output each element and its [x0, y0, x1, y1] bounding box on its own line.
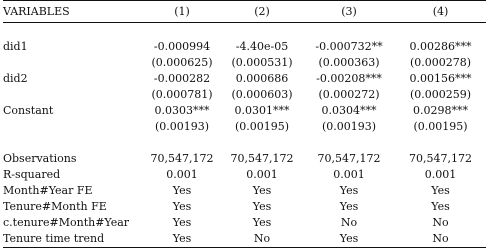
- row-label: Constant: [3, 104, 54, 117]
- stat-cell: Yes: [172, 216, 192, 229]
- column-header-4: (4): [395, 1, 486, 23]
- regression-table: [3, 0, 486, 248]
- stat-cell: Yes: [252, 200, 272, 213]
- stat-cell: 0.001: [333, 168, 365, 181]
- se-cell: (0.000272): [318, 88, 380, 101]
- stat-cell: Yes: [143, 231, 221, 248]
- stat-cell: No: [395, 231, 486, 248]
- spacer-row: [3, 23, 486, 40]
- stat-cell: No: [432, 216, 449, 229]
- row-label: Observations: [3, 152, 77, 165]
- coef-cell: 0.00286***: [409, 40, 472, 53]
- stat-cell: 70,547,172: [409, 152, 472, 165]
- se-cell: (0.000278): [409, 56, 472, 69]
- coef-cell: 0.00156***: [409, 72, 472, 85]
- coef-cell: 0.0303***: [154, 104, 210, 117]
- coef-cell: 0.0304***: [321, 104, 377, 117]
- stat-cell: No: [221, 231, 303, 248]
- stat-cell: 70,547,172: [317, 152, 381, 165]
- stat-cell: Yes: [431, 200, 450, 213]
- stat-row-tenure-time-trend: [3, 231, 486, 248]
- coef-cell: -0.000282: [153, 72, 211, 85]
- row-label: R-squared: [3, 168, 61, 181]
- stat-cell: Yes: [252, 216, 272, 229]
- coef-cell: 0.000686: [235, 72, 289, 85]
- se-cell: (0.000625): [151, 56, 213, 69]
- se-cell: (0.000781): [151, 88, 213, 101]
- se-cell: (0.000363): [318, 56, 380, 69]
- se-row-constant: [3, 119, 486, 135]
- stat-cell: 70,547,172: [150, 152, 214, 165]
- coef-cell: -0.00208***: [316, 72, 382, 85]
- stat-cell: 0.001: [166, 168, 198, 181]
- stat-cell: Yes: [172, 184, 192, 197]
- coef-cell: -4.40e-05: [235, 40, 289, 53]
- se-cell: (0.00195): [234, 120, 290, 133]
- coef-cell: -0.000732**: [315, 40, 383, 53]
- stat-cell: Yes: [252, 184, 272, 197]
- row-label: Tenure#Month FE: [3, 200, 107, 213]
- spacer-row: [3, 135, 486, 151]
- stat-cell: 70,547,172: [230, 152, 294, 165]
- coef-cell: -0.000994: [153, 40, 211, 53]
- stat-cell: 0.001: [246, 168, 278, 181]
- stat-row-c-tenure-month-year: [3, 215, 486, 231]
- se-cell: (0.000603): [231, 88, 293, 101]
- se-cell: (0.00193): [321, 120, 377, 133]
- stat-cell: Yes: [339, 184, 359, 197]
- stat-row-month-year-fe: [3, 183, 486, 199]
- stat-row-tenure-month-fe: [3, 199, 486, 215]
- column-header-1: (1): [143, 1, 221, 23]
- se-cell: (0.000531): [231, 56, 293, 69]
- coef-row-did2: [3, 71, 486, 87]
- se-cell: (0.00193): [154, 120, 210, 133]
- row-label: Tenure time trend: [3, 231, 143, 248]
- coef-cell: 0.0301***: [234, 104, 290, 117]
- row-label: c.tenure#Month#Year: [3, 216, 130, 229]
- stat-cell: Yes: [303, 231, 395, 248]
- row-label: did2: [3, 72, 28, 85]
- se-row-did1: [3, 55, 486, 71]
- column-header-3: (3): [303, 1, 395, 23]
- header-row: [3, 1, 486, 23]
- coef-row-did1: [3, 39, 486, 55]
- coef-cell: 0.0298***: [413, 104, 468, 117]
- stat-cell: Yes: [172, 200, 192, 213]
- row-label: did1: [3, 40, 28, 53]
- se-cell: (0.000259): [409, 88, 472, 101]
- stat-row-r-squared: [3, 167, 486, 183]
- coef-row-constant: [3, 103, 486, 119]
- stat-cell: No: [340, 216, 358, 229]
- stat-cell: Yes: [339, 200, 359, 213]
- row-label: Month#Year FE: [3, 184, 93, 197]
- se-row-did2: [3, 87, 486, 103]
- column-header-2: (2): [221, 1, 303, 23]
- stat-row-observations: [3, 151, 486, 167]
- se-cell: (0.00195): [413, 120, 468, 133]
- stat-cell: Yes: [431, 184, 450, 197]
- variables-header: VARIABLES: [3, 1, 143, 23]
- stat-cell: 0.001: [424, 168, 457, 181]
